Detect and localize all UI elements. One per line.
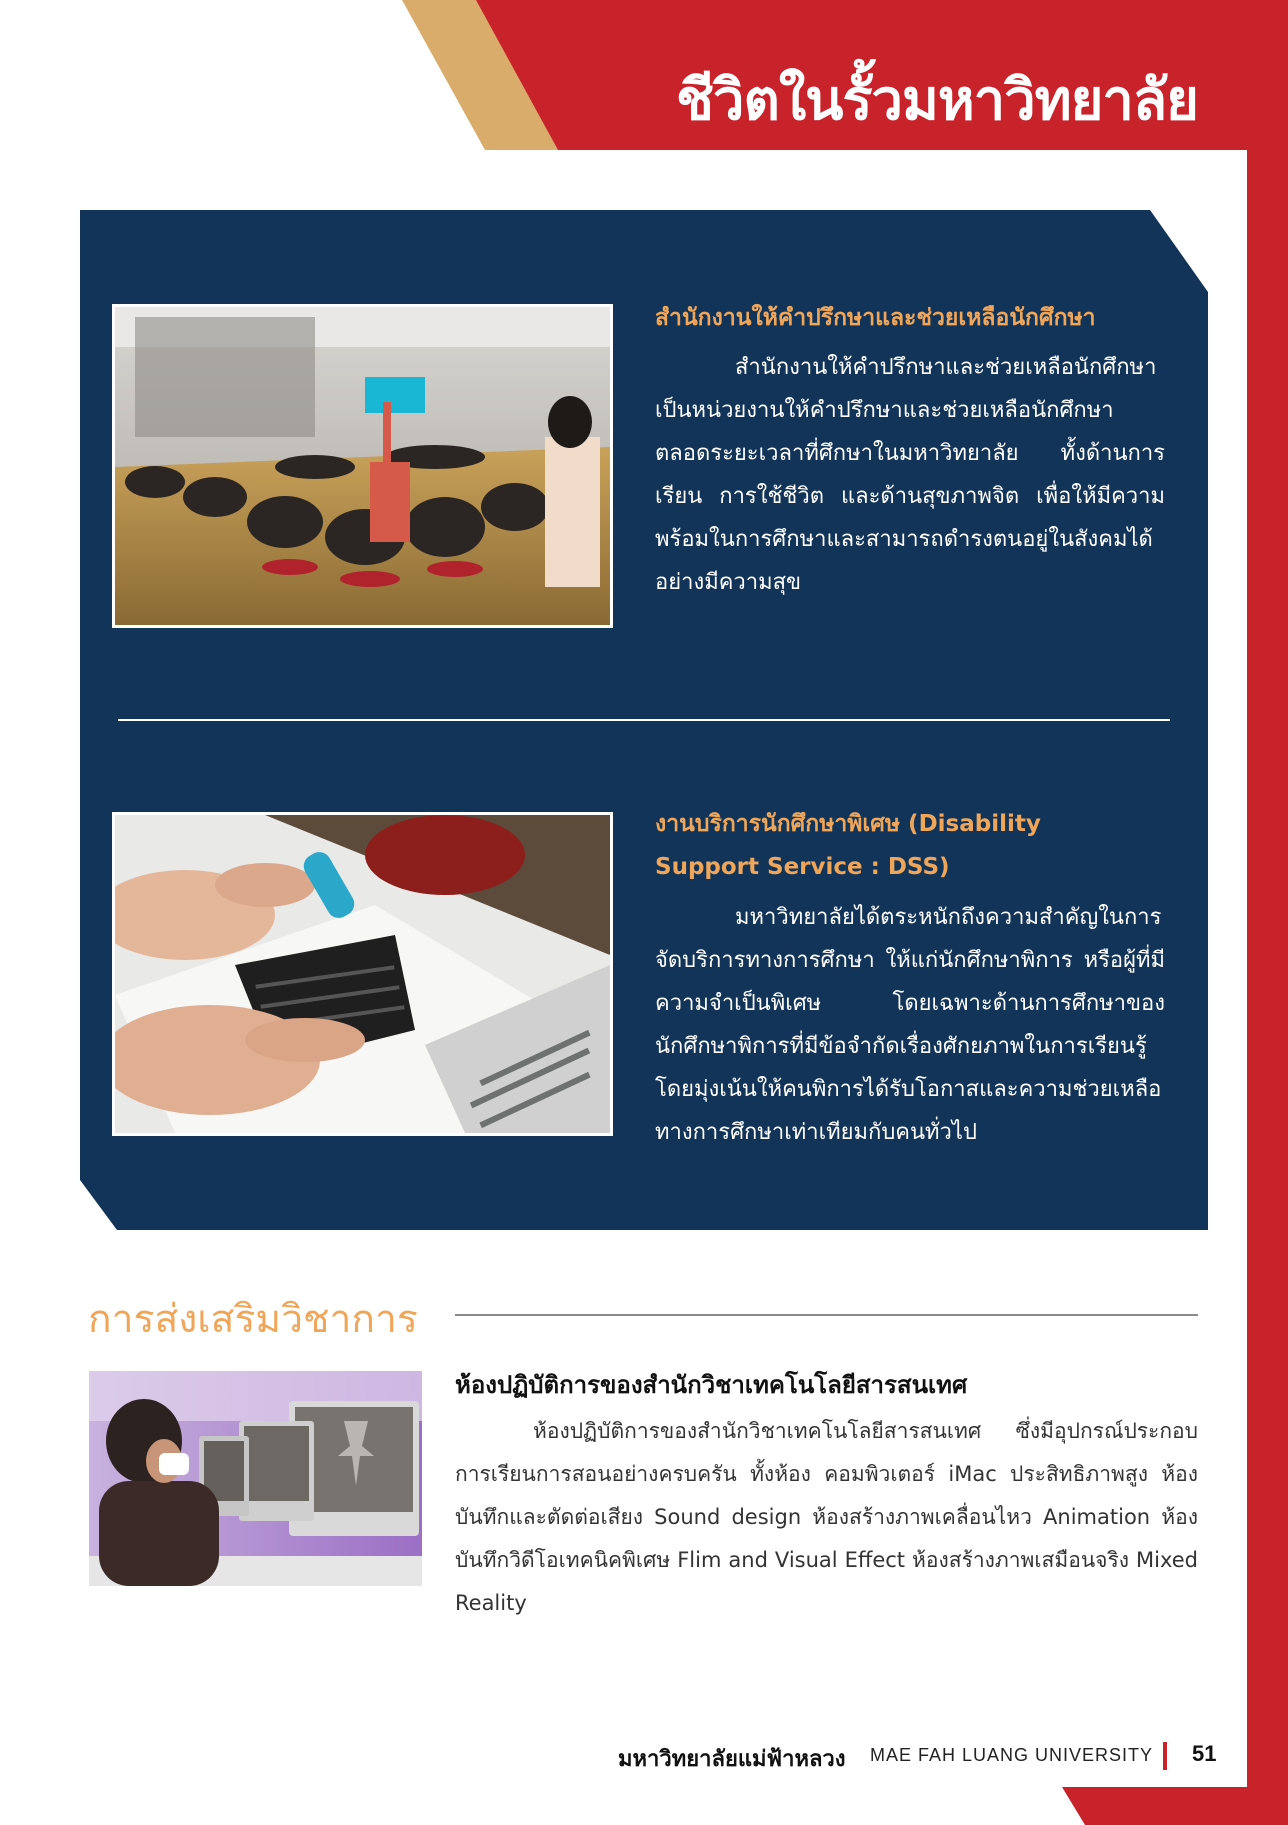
footer-university-thai: มหาวิทยาลัยแม่ฟ้าหลวง — [618, 1747, 846, 1772]
counseling-office-body: สำนักงานให้คำปรึกษาและช่วยเหลือนักศึกษา เป็นหน่วยงานให้คำปรึกษาและช่วยเหลือนักศึกษา ตลอดระยะเวลาที่ศึกษาในมหาวิทยาลัย ทั้งด้านการเรียน การใช้ชีวิต และด้านสุขภาพจิต เพื่อให้มีความพร้อมในการศึกษาและสามารถดำรงตนอยู่ในสังคมได้อย่างมีความสุข — [655, 355, 1165, 595]
dss-heading-line2: Support Service : DSS) — [655, 854, 950, 880]
imac-lab-photo — [89, 1371, 422, 1586]
braille-slate-photo — [112, 812, 613, 1136]
page-title: ชีวิตในรั้วมหาวิทยาลัย — [676, 68, 1198, 133]
academic-title-rule — [455, 1314, 1198, 1316]
it-lab-body: ห้องปฏิบัติการของสำนักวิชาเทคโนโลยีสารสนเทศ ซึ่งมีอุปกรณ์ประกอบการเรียนการสอนอย่างครบครัน ทั้งห้อง คอมพิวเตอร์ iMac ประสิทธิภาพสูง ห้องบันทึกและตัดต่อเสียง Sound design ห้องสร้างภาพเคลื่อนไหว Animation ห้องบันทึกวิดีโอเทคนิคพิเศษ Flim and Visual Effect ห้องสร้างภาพเสมือนจริง Mixed Reality — [455, 1419, 1198, 1615]
counseling-group-photo — [112, 304, 613, 628]
page-number: 51 — [1192, 1741, 1217, 1766]
dss-heading-line1: งานบริการนักศึกษาพิเศษ (Disability — [655, 811, 1041, 837]
footer-separator — [1163, 1742, 1167, 1770]
academic-section-title: การส่งเสริมวิชาการ — [88, 1297, 418, 1342]
section-divider — [118, 719, 1170, 721]
it-lab-heading: ห้องปฏิบัติการของสำนักวิชาเทคโนโลยีสารสนเทศ — [455, 1371, 968, 1399]
counseling-office-heading: สำนักงานให้คำปรึกษาและช่วยเหลือนักศึกษา — [655, 305, 1096, 331]
footer-university-english: MAE FAH LUANG UNIVERSITY — [870, 1745, 1154, 1765]
dss-body: มหาวิทยาลัยได้ตระหนักถึงความสำคัญในการจัดบริการทางการศึกษา ให้แก่นักศึกษาพิการ หรือผู้ที่มีความจำเป็นพิเศษ โดยเฉพาะด้านการศึกษาของนักศึกษาพิการที่มีข้อจำกัดเรื่องศักยภาพในการเรียนรู้ โดยมุ่งเน้นให้คนพิการได้รับโอกาสและความช่วยเหลือทางการศึกษาเท่าเทียมกับคนทั่วไป — [655, 905, 1165, 1145]
